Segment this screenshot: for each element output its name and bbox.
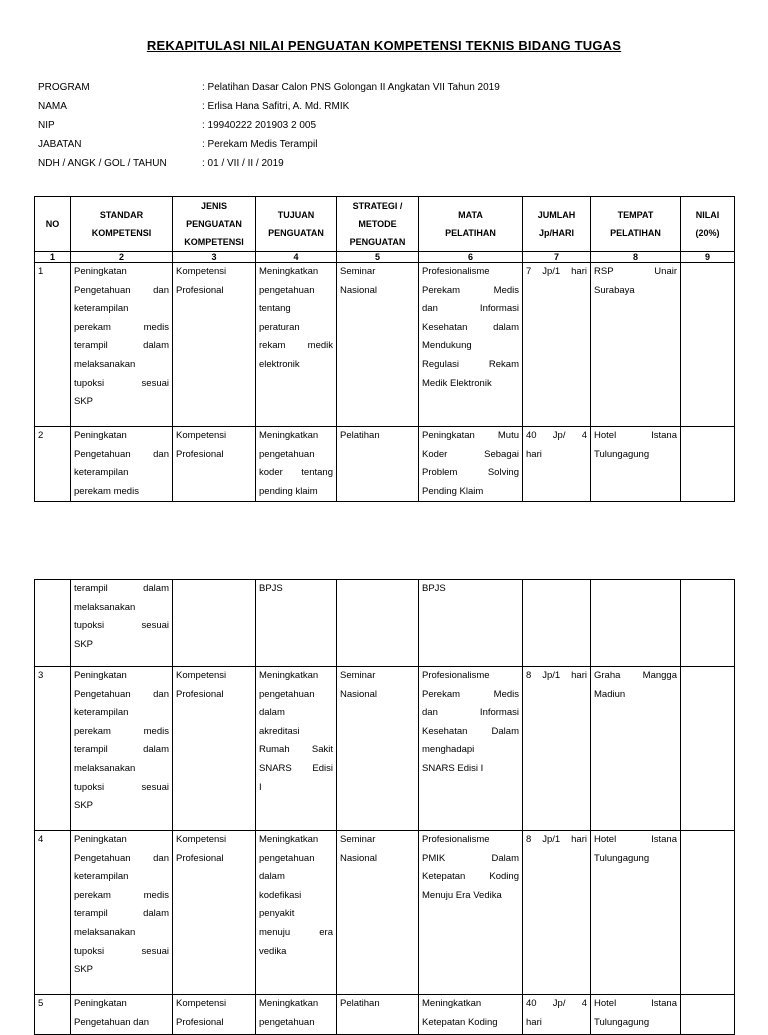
col-header-nilai: NILAI (20%)	[681, 197, 735, 252]
cell-line: Madiun	[594, 688, 626, 700]
cell-line: keterampilan	[74, 467, 129, 479]
cell-line: RSP Unair	[594, 266, 677, 277]
cell-tempat	[591, 427, 681, 502]
cell-line: Pengetahuan dan	[74, 852, 169, 864]
col-header-standar: STANDAR KOMPETENSI	[71, 197, 173, 252]
cell-line: SKP	[74, 964, 94, 976]
cell-strategi	[337, 831, 419, 995]
table-row	[35, 667, 735, 831]
cell-strategi	[337, 995, 419, 1035]
cell-jumlah	[523, 263, 591, 427]
cell-line: Profesional	[176, 448, 224, 460]
col-number: 2	[71, 252, 173, 263]
cell-line: kodefikasi	[259, 889, 302, 901]
cell-line: keterampilan	[74, 303, 129, 315]
info-label: JABATAN	[38, 139, 82, 150]
cell-line: Peningkatan Mutu	[422, 430, 519, 441]
cell-line: Profesional	[176, 284, 224, 296]
col-header-strategi: STRATEGI / METODE PENGUATAN	[337, 197, 419, 252]
cell-nilai	[681, 995, 735, 1035]
info-value: : 19940222 201903 2 005	[202, 120, 316, 131]
info-value: : 01 / VII / II / 2019	[202, 158, 284, 169]
cell-line: Pending Klaim	[422, 485, 484, 497]
cell-line: 40 Jp/ 4	[526, 998, 587, 1009]
cell-line: Meningkatkan	[422, 998, 482, 1009]
cell-line: dalam	[259, 871, 285, 883]
cell-line: Pelatihan	[340, 430, 380, 441]
info-row-ndh	[38, 158, 500, 177]
cell-line: Pengetahuan dan	[74, 284, 169, 296]
cell-line: Profesional	[176, 688, 224, 700]
cell-line: Meningkatkan	[259, 266, 319, 277]
cell-line: Peningkatan	[74, 430, 127, 441]
cell-line: 7 Jp/1 hari	[526, 266, 587, 277]
cell-nilai	[681, 427, 735, 502]
cell-jumlah	[523, 427, 591, 502]
cell-line: Profesional	[176, 852, 224, 864]
cell-standar	[71, 995, 173, 1035]
info-row-nama	[38, 101, 500, 120]
cell-line: Nasional	[340, 852, 377, 864]
cell-no: 1	[35, 263, 71, 427]
cell-line: Hotel Istana	[594, 834, 677, 845]
cell-jenis	[173, 995, 256, 1035]
cell-tujuan	[256, 263, 337, 427]
cell-line: menghadapi	[422, 744, 475, 756]
cell-jenis	[173, 667, 256, 831]
cell-mata	[419, 580, 523, 667]
cell-line: dan Informasi	[422, 707, 519, 719]
cell-line: SKP	[74, 800, 94, 812]
cell-line: tupoksi sesuai	[74, 377, 169, 389]
cell-line: Profesionalisme	[422, 670, 490, 681]
col-header-mata: MATA PELATIHAN	[419, 197, 523, 252]
cell-line: Problem Solving	[422, 467, 519, 479]
cell-tujuan	[256, 427, 337, 502]
cell-line: akreditasi	[259, 725, 300, 737]
cell-tujuan	[256, 580, 337, 667]
cell-strategi	[337, 580, 419, 667]
cell-line: Peningkatan	[74, 670, 127, 681]
cell-line: tentang	[259, 303, 291, 315]
info-row-jabatan	[38, 139, 500, 158]
cell-line: rekam medik	[259, 340, 333, 352]
cell-line: Perekam Medis	[422, 284, 519, 296]
cell-nilai	[681, 831, 735, 995]
cell-tujuan	[256, 995, 337, 1035]
cell-line: Seminar	[340, 834, 376, 845]
cell-line: koder tentang	[259, 467, 333, 479]
table-header-row	[35, 197, 735, 252]
cell-line: terampil dalam	[74, 908, 169, 920]
cell-tempat	[591, 995, 681, 1035]
cell-line: SKP	[74, 638, 94, 650]
info-label: NIP	[38, 120, 55, 131]
cell-mata	[419, 427, 523, 502]
cell-line: Nasional	[340, 688, 377, 700]
cell-line: tupoksi sesuai	[74, 945, 169, 957]
cell-line: Ketepatan Koding	[422, 1016, 498, 1028]
cell-jenis	[173, 427, 256, 502]
col-number: 1	[35, 252, 71, 263]
cell-strategi	[337, 427, 419, 502]
cell-line: BPJS	[259, 583, 283, 594]
competency-table	[34, 196, 735, 502]
info-value: : Perekam Medis Terampil	[202, 139, 318, 150]
cell-mata	[419, 667, 523, 831]
cell-line: Mendukung	[422, 340, 472, 352]
cell-line: Koder Sebagai	[422, 448, 519, 460]
cell-line: Ketepatan Koding	[422, 871, 519, 883]
cell-line: Pengetahuan dan	[74, 448, 169, 460]
col-number: 3	[173, 252, 256, 263]
cell-standar	[71, 831, 173, 995]
cell-mata	[419, 995, 523, 1035]
cell-line: tupoksi sesuai	[74, 781, 169, 793]
cell-line: pengetahuan	[259, 284, 315, 296]
cell-line: PMIK Dalam	[422, 852, 519, 864]
col-number: 8	[591, 252, 681, 263]
cell-line: perekam medis	[74, 889, 169, 901]
col-number: 7	[523, 252, 591, 263]
cell-line: dan Informasi	[422, 303, 519, 315]
cell-tempat	[591, 831, 681, 995]
cell-line: Hotel Istana	[594, 430, 677, 441]
table-row	[35, 831, 735, 995]
cell-line: SNARS Edisi	[259, 762, 333, 774]
cell-tempat	[591, 667, 681, 831]
cell-line: Medik Elektronik	[422, 377, 492, 389]
cell-jenis	[173, 263, 256, 427]
cell-jumlah	[523, 995, 591, 1035]
cell-standar	[71, 263, 173, 427]
cell-line: Peningkatan	[74, 266, 127, 277]
cell-no: 4	[35, 831, 71, 995]
info-label: PROGRAM	[38, 82, 90, 93]
cell-tujuan	[256, 667, 337, 831]
info-value: : Erlisa Hana Safitri, A. Md. RMIK	[202, 101, 350, 112]
table-row	[35, 263, 735, 427]
info-label: NAMA	[38, 101, 67, 112]
col-number: 6	[419, 252, 523, 263]
cell-jenis	[173, 831, 256, 995]
cell-jumlah	[523, 667, 591, 831]
table-row	[35, 995, 735, 1035]
cell-line: terampil dalam	[74, 340, 169, 352]
cell-line: Tulungagung	[594, 1016, 650, 1028]
cell-line: Kesehatan Dalam	[422, 725, 519, 737]
cell-line: Pelatihan	[340, 998, 380, 1009]
cell-no: 2	[35, 427, 71, 502]
identity-info	[38, 82, 500, 177]
cell-line: Tulungagung	[594, 852, 650, 864]
info-row-program	[38, 82, 500, 101]
cell-line: Meningkatkan	[259, 670, 319, 681]
cell-nilai	[681, 580, 735, 667]
col-header-tempat: TEMPAT PELATIHAN	[591, 197, 681, 252]
cell-line: perekam medis	[74, 485, 139, 497]
cell-line: Graha Mangga	[594, 670, 677, 681]
cell-line: Profesionalisme	[422, 834, 490, 845]
col-number: 9	[681, 252, 735, 263]
column-number-row	[35, 252, 735, 263]
cell-line: elektronik	[259, 358, 300, 370]
cell-no: 5	[35, 995, 71, 1035]
cell-line: Rumah Sakit	[259, 744, 333, 756]
cell-line: Surabaya	[594, 284, 635, 296]
cell-line: melaksanakan	[74, 358, 136, 370]
col-header-jenis: JENIS PENGUATAN KOMPETENSI	[173, 197, 256, 252]
cell-nilai	[681, 263, 735, 427]
cell-line: terampil dalam	[74, 583, 169, 594]
cell-line: penyakit	[259, 908, 295, 920]
cell-mata	[419, 831, 523, 995]
col-number: 5	[337, 252, 419, 263]
cell-line: Peningkatan	[74, 834, 127, 845]
cell-line: Pengetahuan dan	[74, 688, 169, 700]
cell-no	[35, 580, 71, 667]
cell-line: Pengetahuan dan	[74, 1016, 150, 1028]
cell-line: Menuju Era Vedika	[422, 889, 502, 901]
col-header-tujuan: TUJUAN PENGUATAN	[256, 197, 337, 252]
cell-line: Regulasi Rekam	[422, 358, 519, 370]
cell-jumlah	[523, 831, 591, 995]
cell-line: Kompetensi	[176, 430, 227, 441]
cell-mata	[419, 263, 523, 427]
cell-line: peraturan	[259, 321, 300, 333]
cell-line: Seminar	[340, 670, 376, 681]
cell-line: Kompetensi	[176, 998, 227, 1009]
cell-tempat	[591, 263, 681, 427]
competency-table-continued	[34, 579, 735, 1035]
cell-line: BPJS	[422, 583, 446, 594]
cell-line: Seminar	[340, 266, 376, 277]
cell-line: pengetahuan	[259, 852, 315, 864]
cell-line: SNARS Edisi I	[422, 762, 484, 774]
cell-line: keterampilan	[74, 707, 129, 719]
info-label: NDH / ANGK / GOL / TAHUN	[38, 158, 167, 169]
cell-tempat	[591, 580, 681, 667]
cell-line: 8 Jp/1 hari	[526, 670, 587, 681]
cell-strategi	[337, 667, 419, 831]
col-header-no: NO	[35, 197, 71, 252]
cell-line: hari	[526, 448, 542, 460]
cell-line: Tulungagung	[594, 448, 650, 460]
cell-line: Kompetensi	[176, 834, 227, 845]
cell-line: pengetahuan	[259, 448, 315, 460]
cell-line: 8 Jp/1 hari	[526, 834, 587, 845]
cell-line: keterampilan	[74, 871, 129, 883]
cell-line: pengetahuan	[259, 688, 315, 700]
cell-standar	[71, 667, 173, 831]
cell-line: Kompetensi	[176, 266, 227, 277]
cell-line: pending klaim	[259, 485, 318, 497]
cell-line: hari	[526, 1016, 542, 1028]
cell-line: Hotel Istana	[594, 998, 677, 1009]
cell-jumlah	[523, 580, 591, 667]
cell-line: dalam	[259, 707, 285, 719]
cell-standar	[71, 427, 173, 502]
cell-strategi	[337, 263, 419, 427]
cell-line: melaksanakan	[74, 601, 136, 613]
cell-line: vedika	[259, 945, 287, 957]
cell-line: Nasional	[340, 284, 377, 296]
cell-line: melaksanakan	[74, 926, 136, 938]
cell-line: Profesional	[176, 1016, 224, 1028]
cell-standar	[71, 580, 173, 667]
cell-line: Profesionalisme	[422, 266, 490, 277]
page-title: REKAPITULASI NILAI PENGUATAN KOMPETENSI TEKNIS BIDANG TUGAS	[146, 38, 622, 53]
cell-line: melaksanakan	[74, 762, 136, 774]
info-row-nip	[38, 120, 500, 139]
cell-tujuan	[256, 831, 337, 995]
cell-line: tupoksi sesuai	[74, 620, 169, 632]
cell-line: Meningkatkan	[259, 834, 319, 845]
cell-line: SKP	[74, 396, 94, 408]
table-row	[35, 580, 735, 667]
cell-line: Peningkatan	[74, 998, 127, 1009]
cell-line: Meningkatkan	[259, 998, 319, 1009]
cell-line: Kesehatan dalam	[422, 321, 519, 333]
cell-line: Meningkatkan	[259, 430, 319, 441]
cell-line: I	[259, 781, 262, 793]
cell-no: 3	[35, 667, 71, 831]
cell-nilai	[681, 667, 735, 831]
table-row	[35, 427, 735, 502]
cell-line: perekam medis	[74, 725, 169, 737]
col-header-jumlah: JUMLAH Jp/HARI	[523, 197, 591, 252]
cell-line: terampil dalam	[74, 744, 169, 756]
cell-line: Kompetensi	[176, 670, 227, 681]
cell-line: perekam medis	[74, 321, 169, 333]
col-number: 4	[256, 252, 337, 263]
cell-line: pengetahuan	[259, 1016, 315, 1028]
cell-jenis	[173, 580, 256, 667]
cell-line: Perekam Medis	[422, 688, 519, 700]
cell-line: 40 Jp/ 4	[526, 430, 587, 441]
info-value: : Pelatihan Dasar Calon PNS Golongan II Angkatan VII Tahun 2019	[202, 82, 500, 93]
cell-line: menuju era	[259, 926, 333, 938]
